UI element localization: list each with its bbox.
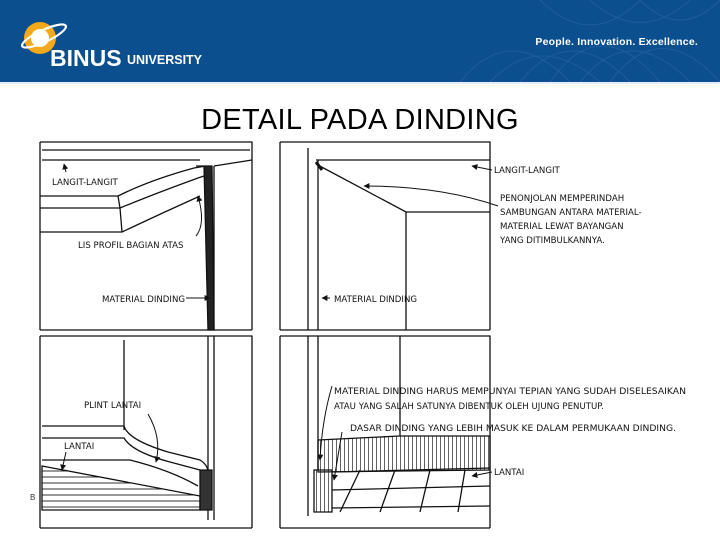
label-penonjolan-3: MATERIAL LEWAT BAYANGAN — [500, 222, 624, 232]
label-material-dinding-right: MATERIAL DINDING — [334, 295, 418, 305]
label-material-dinding-left: MATERIAL DINDING — [102, 295, 186, 305]
footnote: B — [30, 493, 36, 502]
svg-text:BINUS: BINUS — [50, 45, 122, 71]
label-plint-lantai: PLINT LANTAI — [84, 401, 142, 411]
tagline: People. Innovation. Excellence. — [535, 36, 698, 48]
page-title: DETAIL PADA DINDING — [201, 104, 519, 136]
label-lantai-left: LANTAI — [64, 442, 95, 452]
label-penonjolan-2: SAMBUNGAN ANTARA MATERIAL- — [500, 208, 642, 218]
panel-bottom-left — [40, 336, 252, 528]
svg-text:UNIVERSITY: UNIVERSITY — [127, 53, 203, 67]
label-dasar-dinding: DASAR DINDING YANG LEBIH MASUK KE DALAM PERMUKAAN DINDING. — [350, 424, 676, 434]
label-harus-2: ATAU YANG SALAH SATUNYA DIBENTUK OLEH UJUNG PENUTUP. — [334, 402, 604, 412]
label-langit-langit-left: LANGIT-LANGIT — [52, 178, 118, 188]
label-penonjolan-4: YANG DITIMBULKANNYA. — [500, 236, 605, 246]
label-lantai-right: LANTAI — [494, 468, 525, 478]
label-langit-langit-right: LANGIT-LANGIT — [494, 166, 560, 176]
label-harus-1: MATERIAL DINDING HARUS MEMPUNYAI TEPIAN YANG SUDAH DISELESAIKAN — [334, 387, 686, 397]
label-penonjolan-1: PENONJOLAN MEMPERINDAH — [500, 194, 625, 204]
label-lis-profil: LIS PROFIL BAGIAN ATAS — [78, 241, 184, 251]
